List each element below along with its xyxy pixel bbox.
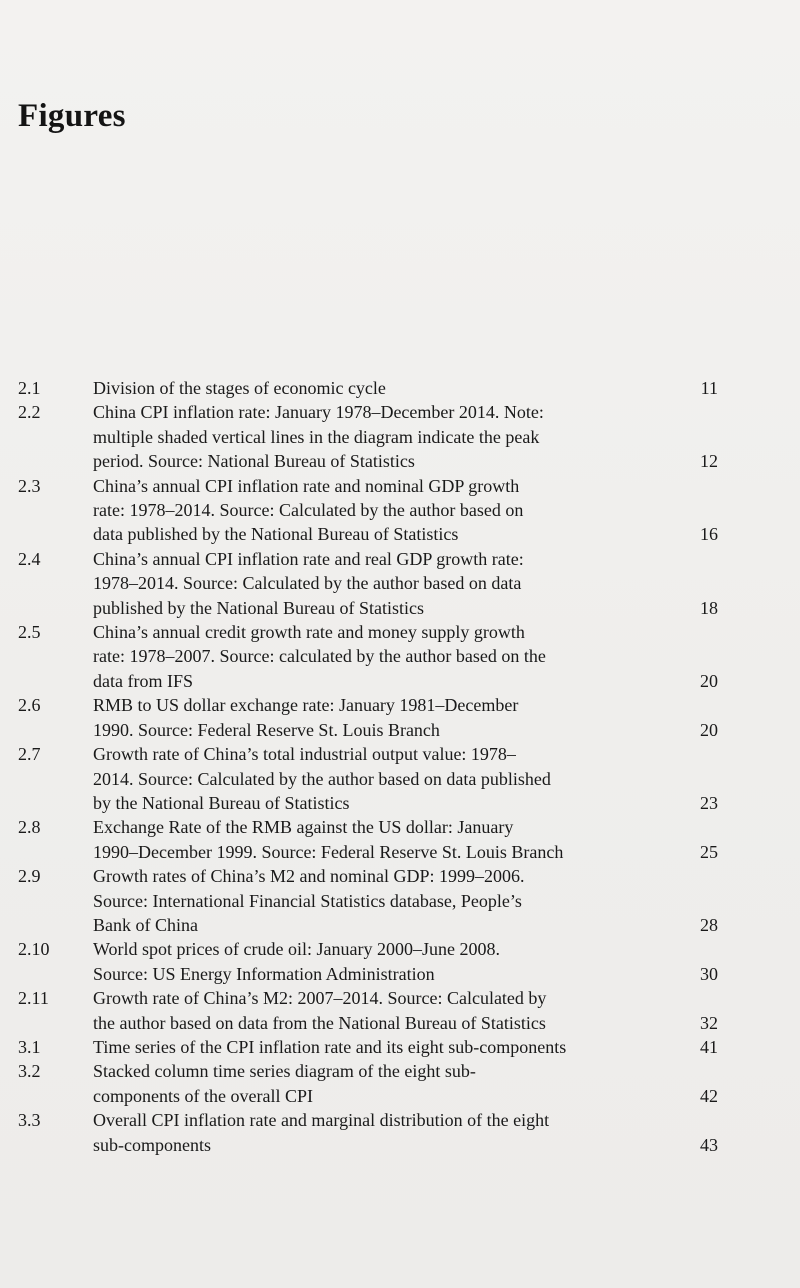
figure-number: 3.3: [18, 1110, 41, 1131]
figure-entry: [0, 400, 800, 473]
figure-caption: [93, 474, 678, 547]
figure-caption: [93, 937, 678, 986]
caption-line: China’s annual CPI inflation rate and real GDP growth rate:: [93, 548, 524, 569]
figure-number: 2.9: [18, 866, 41, 887]
figure-entry: [0, 742, 800, 815]
caption-line: Time series of the CPI inflation rate and its eight sub-components: [93, 1036, 567, 1057]
page-number: 16: [700, 524, 718, 545]
page-number: 18: [700, 597, 718, 618]
figure-number: 2.5: [18, 622, 41, 643]
page-number: 12: [700, 451, 718, 472]
caption-line: Source: International Financial Statistics database, People’s: [93, 890, 522, 911]
caption-line: RMB to US dollar exchange rate: January 1981–December: [93, 695, 519, 716]
figure-entry: [0, 815, 800, 864]
figure-caption: [93, 742, 678, 815]
caption-line: Growth rate of China’s total industrial output value: 1978–: [93, 744, 516, 765]
figure-caption: [93, 620, 678, 693]
page-number: 30: [700, 963, 718, 984]
caption-line: China’s annual credit growth rate and money supply growth: [93, 622, 525, 643]
caption-line: rate: 1978–2014. Source: Calculated by the author based on: [93, 500, 524, 521]
figure-caption: [93, 815, 678, 864]
caption-line: components of the overall CPI: [93, 1085, 313, 1106]
figure-entry: [0, 547, 800, 620]
figure-caption: [93, 1059, 678, 1108]
figure-number: 2.4: [18, 548, 41, 569]
caption-line: period. Source: National Bureau of Statistics: [93, 451, 415, 472]
caption-line: multiple shaded vertical lines in the diagram indicate the peak: [93, 426, 540, 447]
caption-line: Growth rates of China’s M2 and nominal GDP: 1999–2006.: [93, 866, 525, 887]
figure-caption: [93, 376, 678, 400]
figure-entry: [0, 376, 800, 400]
caption-line: Bank of China: [93, 914, 198, 935]
caption-line: China CPI inflation rate: January 1978–December 2014. Note:: [93, 402, 544, 423]
caption-line: sub-components: [93, 1134, 211, 1155]
caption-line: Growth rate of China’s M2: 2007–2014. Source: Calculated by: [93, 988, 547, 1009]
page-number: 28: [700, 914, 718, 935]
page-number: 32: [700, 1012, 718, 1033]
figure-caption: [93, 400, 678, 473]
figure-entry: [0, 864, 800, 937]
figure-number: 2.2: [18, 402, 41, 423]
figure-caption: [93, 693, 678, 742]
figure-caption: [93, 1108, 678, 1157]
caption-line: World spot prices of crude oil: January 2000–June 2008.: [93, 939, 500, 960]
caption-line: published by the National Bureau of Statistics: [93, 597, 424, 618]
figure-number: 2.11: [18, 988, 49, 1009]
caption-line: Exchange Rate of the RMB against the US dollar: January: [93, 817, 514, 838]
figure-number: 2.1: [18, 378, 41, 398]
figure-number: 2.8: [18, 817, 41, 838]
caption-line: by the National Bureau of Statistics: [93, 792, 350, 813]
page-number: 11: [700, 378, 718, 398]
caption-line: 1990. Source: Federal Reserve St. Louis Branch: [93, 719, 440, 740]
caption-line: rate: 1978–2007. Source: calculated by the author based on the: [93, 646, 546, 667]
figure-entry: [0, 1035, 800, 1059]
page-number: 20: [700, 719, 718, 740]
figure-list: [0, 376, 800, 1157]
figure-caption: [93, 986, 678, 1035]
figure-entry: [0, 1108, 800, 1157]
figure-number: 2.10: [18, 939, 50, 960]
figure-number: 2.3: [18, 475, 41, 496]
figure-number: 3.2: [18, 1061, 41, 1082]
page-number: 43: [700, 1134, 718, 1155]
caption-line: 2014. Source: Calculated by the author based on data published: [93, 768, 551, 789]
figure-entry: [0, 620, 800, 693]
caption-line: data from IFS: [93, 670, 193, 691]
page-number: 20: [700, 670, 718, 691]
figure-number: 2.6: [18, 695, 41, 716]
caption-line: 1978–2014. Source: Calculated by the author based on data: [93, 573, 522, 594]
caption-line: Overall CPI inflation rate and marginal distribution of the eight: [93, 1110, 550, 1131]
caption-line: the author based on data from the National Bureau of Statistics: [93, 1012, 546, 1033]
figure-entry: [0, 986, 800, 1035]
caption-line: China’s annual CPI inflation rate and nominal GDP growth: [93, 475, 520, 496]
page-title: Figures: [18, 98, 126, 134]
figure-entry: [0, 937, 800, 986]
figure-caption: [93, 547, 678, 620]
page-number: 42: [700, 1085, 718, 1106]
caption-line: Division of the stages of economic cycle: [93, 378, 386, 398]
caption-line: data published by the National Bureau of Statistics: [93, 524, 459, 545]
figure-caption: [93, 1035, 678, 1059]
page-number: 41: [700, 1036, 718, 1057]
caption-line: Source: US Energy Information Administration: [93, 963, 435, 984]
caption-line: Stacked column time series diagram of the eight sub-: [93, 1061, 476, 1082]
caption-line: 1990–December 1999. Source: Federal Reserve St. Louis Branch: [93, 841, 564, 862]
figure-number: 2.7: [18, 744, 41, 765]
figure-number: 3.1: [18, 1036, 41, 1057]
figure-caption: [93, 864, 678, 937]
figure-entry: [0, 474, 800, 547]
figure-entry: [0, 693, 800, 742]
page-number: 25: [700, 841, 718, 862]
figure-entry: [0, 1059, 800, 1108]
page-number: 23: [700, 792, 718, 813]
